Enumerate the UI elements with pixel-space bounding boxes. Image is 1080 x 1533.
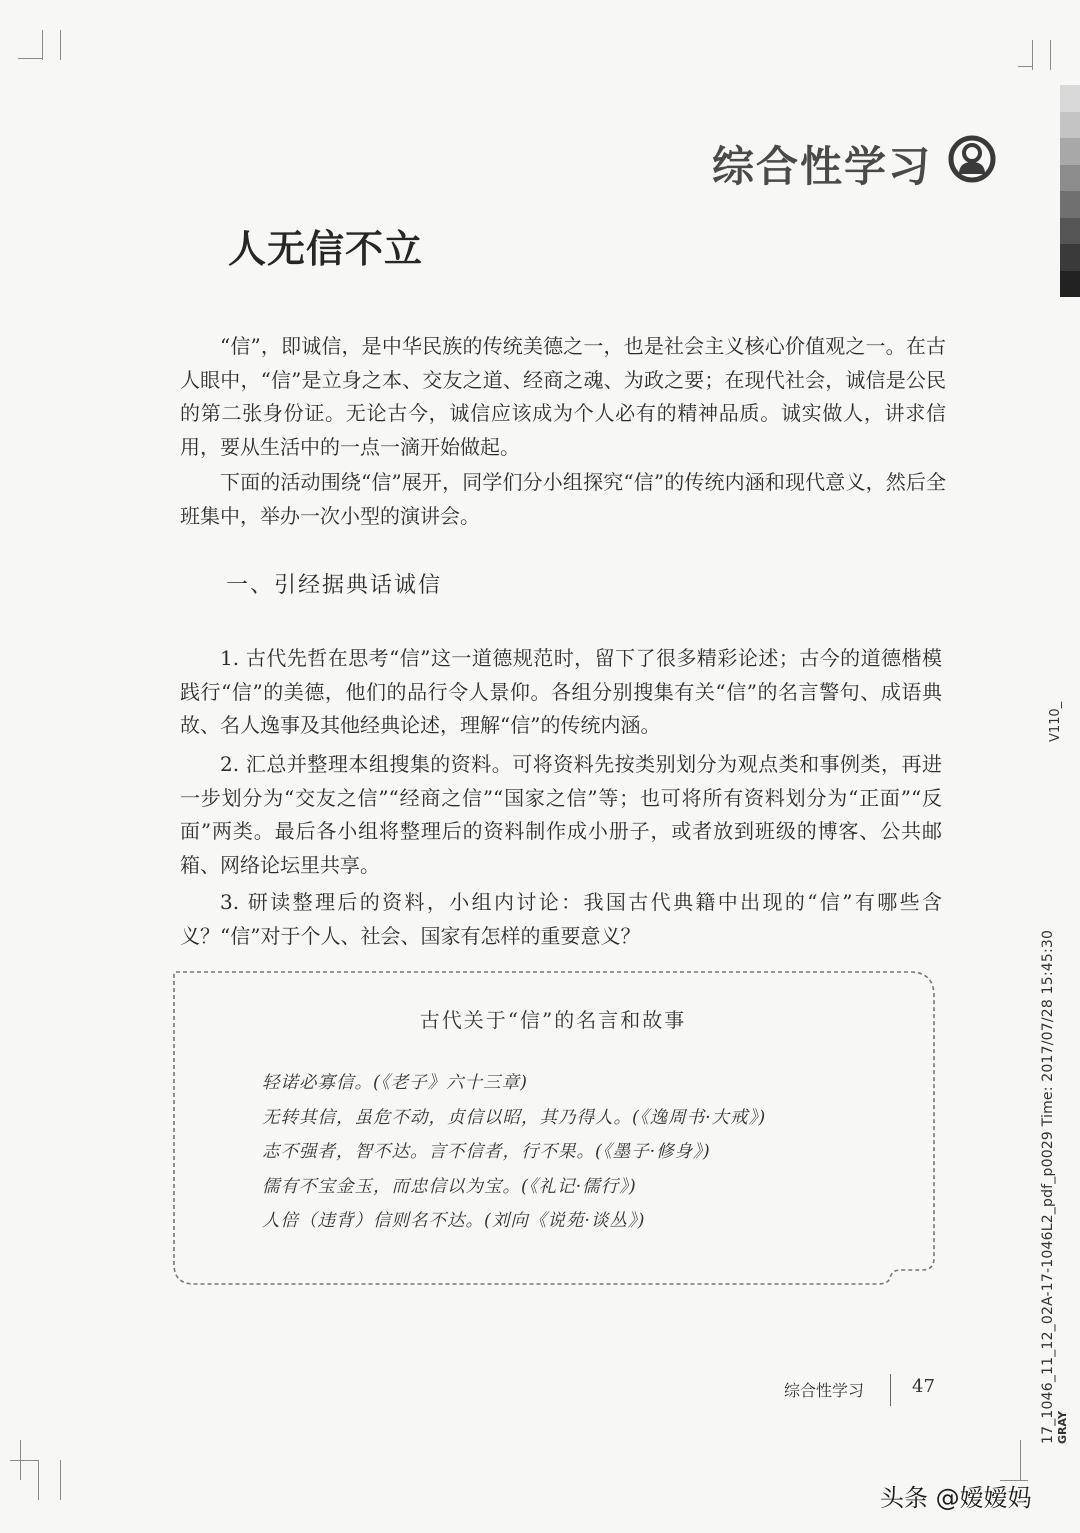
crop-mark: [18, 58, 42, 59]
crop-mark: [60, 30, 61, 60]
quote-list: [262, 1066, 766, 1239]
activity-item: 3. 研读整理后的资料，小组内讨论：我国古代典籍中出现的“信”有哪些含义？“信”对于个人、社会、国家有怎样的重要意义？: [180, 890, 942, 948]
person-badge-icon: [948, 134, 996, 184]
footer-section-name: 综合性学习: [784, 1381, 865, 1400]
crop-mark: [1050, 40, 1051, 70]
quote-box-title: 古代关于“信”的名言和故事: [419, 1008, 687, 1032]
page-title: 人无信不立: [228, 226, 424, 271]
gray-label: GRAY: [1056, 1411, 1069, 1444]
crop-mark: [60, 1460, 61, 1500]
quote-item: 志不强者，智不达。言不信者，行不果。(《墨子·修身》): [262, 1142, 711, 1162]
crop-mark: [10, 1460, 38, 1461]
crop-mark: [38, 1460, 39, 1500]
intro-paragraph: 下面的活动围绕“信”展开，同学们分小组探究“信”的传统内涵和现代意义，然后全班集中，举办一次小型的演讲会。: [180, 470, 946, 528]
quote-box: [170, 968, 936, 1286]
grayscale-calibration-strip: [1060, 85, 1080, 297]
section-title: 综合性学习: [711, 142, 932, 191]
crop-mark: [42, 30, 43, 60]
quote-item: 无转其信，虽危不动，贞信以昭，其乃得人。(《逸周书·大戒》): [262, 1107, 767, 1128]
crop-mark: [1032, 40, 1033, 70]
quote-item: 儒有不宝金玉，而忠信以为宝。(《礼记·儒行》): [262, 1176, 637, 1197]
watermark: 头条 @嫒嫒妈: [880, 1484, 1032, 1512]
footer-divider: [890, 1374, 891, 1406]
quote-item: 轻诺必寡信。(《老子》六十三章): [262, 1073, 528, 1093]
intro-paragraph: “信”，即诚信，是中华民族的传统美德之一，也是社会主义核心价值观之一。在古人眼中，“信”是立身之本、交友之道、经商之魂、为政之要；在现代社会，诚信是公民的第二张身份证。无论古今，诚信应该成为个人必有的精神品质。诚实做人，讲求信用，要从生活中的一点一滴开始做起。: [180, 334, 946, 459]
activity-item: 2. 汇总并整理本组搜集的资料。可将资料先按类别划分为观点类和事例类，再进一步划分为“交友之信”“经商之信”“国家之信”等；也可将所有资料划分为“正面”“反面”两类。最后各小组将整理后的资料制作成小册子，或者放到班级的博客、公共邮箱、网络论坛里共享。: [180, 752, 942, 877]
section-heading: 一、引经据典话诚信: [226, 573, 443, 598]
page-number: 47: [912, 1376, 935, 1397]
print-metadata: 17_1046_11_12_02A-17-1046L2_pdf_p0029 Time: 2017/07/28 15:45:30: [1040, 929, 1056, 1444]
quote-item: 人倍（违背）信则名不达。(刘向《说苑·谈丛》): [262, 1211, 646, 1231]
print-code: V110_: [1048, 701, 1063, 742]
crop-mark: [1020, 1440, 1021, 1480]
activity-item: 1. 古代先哲在思考“信”这一道德规范时，留下了很多精彩论述；古今的道德楷模践行“信”的美德，他们的品行令人景仰。各组分别搜集有关“信”的名言警句、成语典故、名人逸事及其他经典论述，理解“信”的传统内涵。: [180, 646, 942, 737]
crop-mark: [1018, 66, 1032, 67]
